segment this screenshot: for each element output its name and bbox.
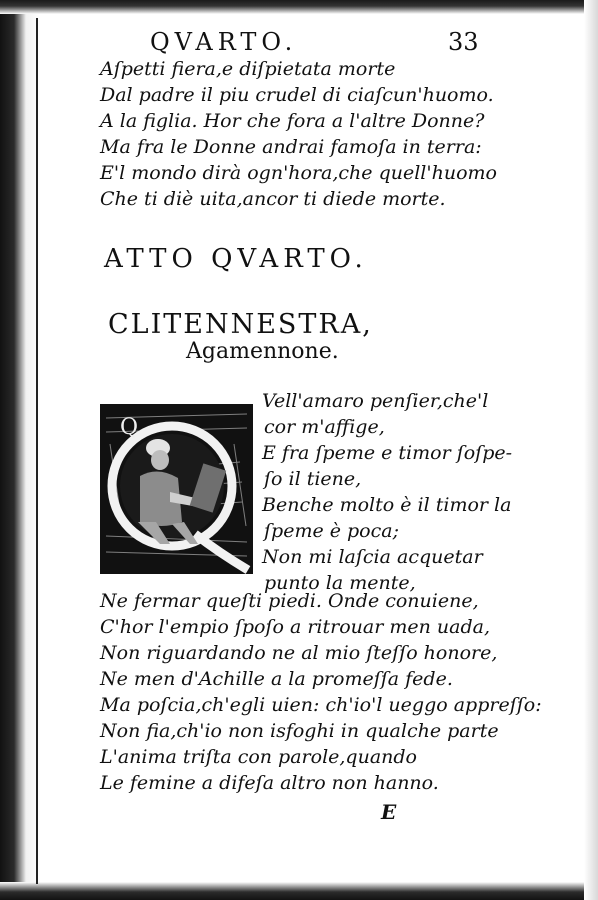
verse-line: Ma fra le Donne andrai famoſa in terra: bbox=[100, 136, 482, 158]
woodcut-initial-illustration bbox=[100, 404, 253, 574]
page-right-edge bbox=[584, 0, 598, 900]
verse-block-top bbox=[100, 56, 497, 212]
verse-line: Ma poſcia,ch'egli uien: ch'io'l ueggo appreſſo: bbox=[100, 694, 542, 716]
woodcut-initial bbox=[100, 404, 253, 574]
page-bottom-edge bbox=[0, 882, 598, 900]
verse-line: punto la mente, bbox=[264, 572, 416, 594]
verse-line: Ne men d'Achille a la promeſſa fede. bbox=[100, 668, 453, 690]
verse-line: L'anima triſta con parole,quando bbox=[100, 746, 417, 768]
verse-line: ſpeme è poca; bbox=[264, 520, 399, 542]
verse-line: E'l mondo dirà ogn'hora,che quell'huomo bbox=[100, 162, 497, 184]
page-gutter-shadow bbox=[0, 0, 40, 900]
page-binding-edge bbox=[36, 18, 38, 884]
speaker-subheading: Agamennone. bbox=[186, 339, 339, 364]
verse-line: C'hor l'empio ſpoſo a ritrouar men uada, bbox=[100, 616, 490, 638]
verse-line: Non mi laſcia acquetar bbox=[262, 546, 483, 568]
verse-line: Dal padre il piu crudel di ciaſcun'huomo. bbox=[100, 84, 494, 106]
verse-line: Vell'amaro penſier,che'l bbox=[262, 390, 489, 412]
verse-line: Benche molto è il timor la bbox=[262, 494, 512, 516]
verse-line: E fra ſpeme e timor ſoſpe- bbox=[262, 442, 513, 464]
verse-line: Non fia,ch'io non isfoghi in qualche parte bbox=[100, 720, 499, 742]
verse-line: A la figlia. Hor che fora a l'altre Donne? bbox=[100, 110, 485, 132]
initial-letter: Q bbox=[120, 415, 139, 440]
speaker-heading: CLITENNESTRA, bbox=[108, 309, 373, 340]
verse-line: Ne fermar queſti piedi. Onde conuiene, bbox=[100, 590, 479, 612]
verse-line: Le femine a difeſa altro non hanno. bbox=[100, 772, 439, 794]
verse-block-beside-initial bbox=[262, 388, 512, 596]
page-top-edge bbox=[0, 0, 598, 14]
verse-line: Non riguardando ne al mio ſteſſo honore, bbox=[100, 642, 498, 664]
act-title: ATTO QVARTO. bbox=[104, 244, 368, 274]
verse-line: cor m'affige, bbox=[264, 416, 385, 438]
page-number: 33 bbox=[448, 28, 479, 56]
verse-line: Aſpetti fiera,e diſpietata morte bbox=[100, 58, 396, 80]
verse-line: Che ti diè uita,ancor ti diede morte. bbox=[100, 188, 446, 210]
verse-line: ſo il tiene, bbox=[264, 468, 362, 490]
verse-block-bottom bbox=[100, 588, 542, 796]
catchword: E bbox=[381, 800, 397, 824]
running-head: QVARTO. bbox=[150, 28, 298, 56]
